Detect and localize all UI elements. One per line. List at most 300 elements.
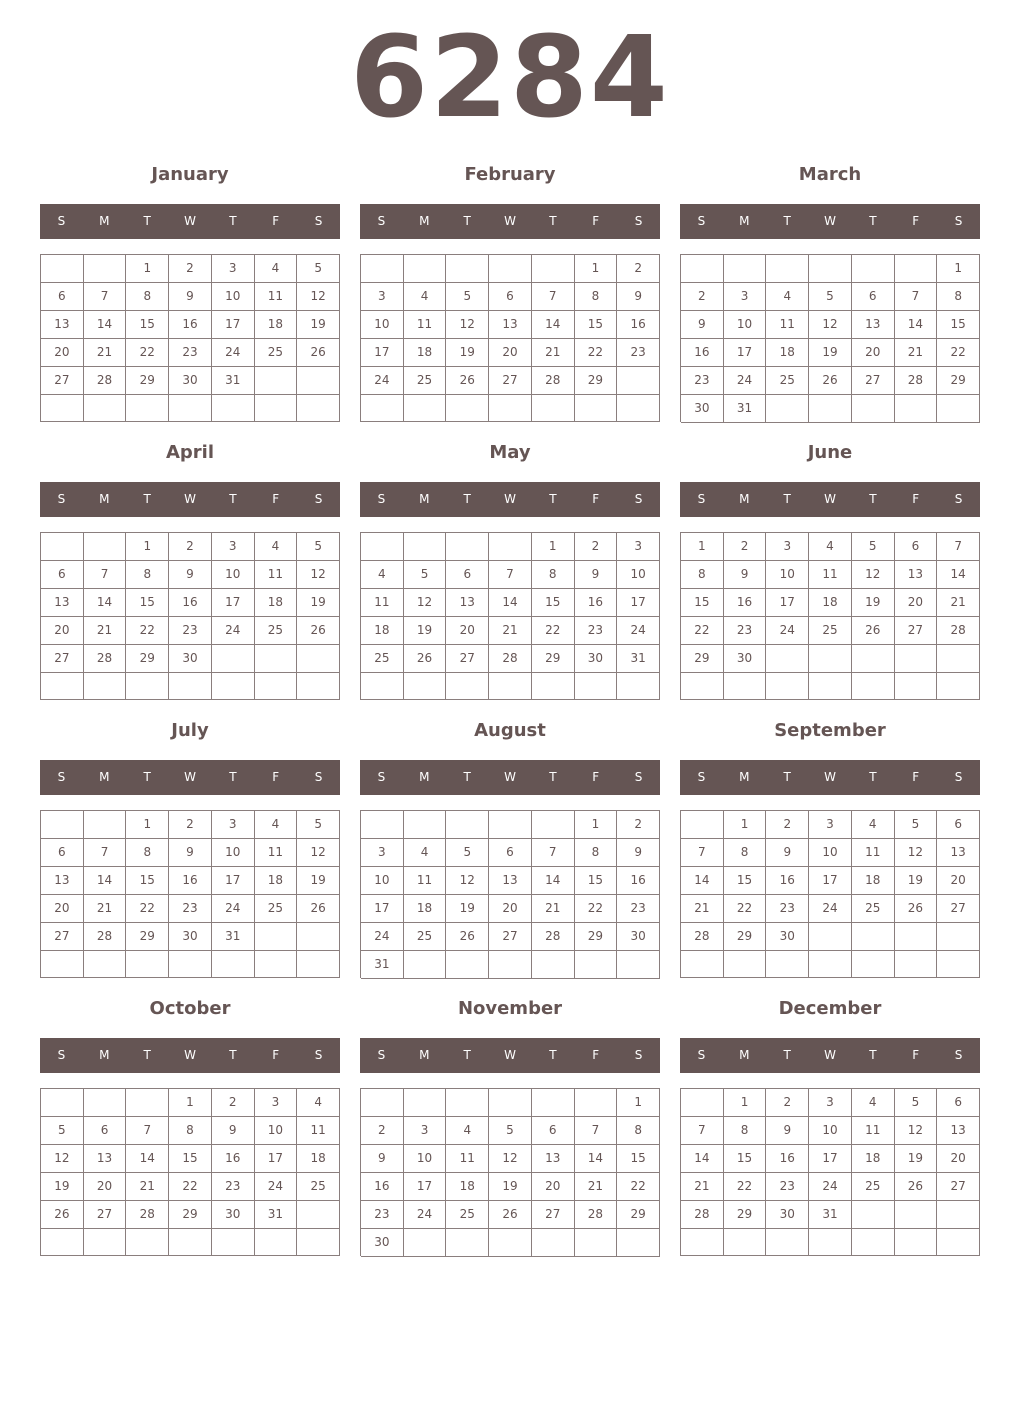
empty-day-cell [809,673,852,700]
day-cell: 20 [852,339,895,367]
weekday-label: S [57,492,66,506]
day-cell: 19 [489,1173,532,1201]
day-cell: 1 [617,1089,660,1117]
day-cell: 26 [895,895,938,923]
day-cell: 14 [575,1145,618,1173]
day-cell: 1 [681,533,724,561]
day-cell: 31 [809,1201,852,1229]
weekday-label: S [634,770,643,784]
day-cell: 24 [766,617,809,645]
empty-day-cell [617,1229,660,1257]
empty-day-cell [255,923,298,951]
empty-day-cell [489,811,532,839]
day-cell: 31 [724,395,767,423]
day-cell: 11 [297,1117,340,1145]
day-cell: 4 [809,533,852,561]
weekday-label: F [592,770,600,784]
day-cell: 25 [255,895,298,923]
weekday-label: T [229,214,237,228]
day-cell: 4 [361,561,404,589]
empty-day-cell [489,951,532,979]
day-cell: 12 [489,1145,532,1173]
empty-day-cell [766,255,809,283]
weekday-label: S [697,1048,706,1062]
day-cell: 2 [617,255,660,283]
day-cell: 8 [617,1117,660,1145]
weekday-label: T [869,770,877,784]
day-cell: 28 [532,923,575,951]
day-cell: 25 [361,645,404,673]
weekday-label: T [783,492,791,506]
empty-day-cell [852,395,895,423]
day-cell: 7 [84,561,127,589]
empty-day-cell [937,951,980,978]
day-cell: 23 [575,617,618,645]
day-cell: 20 [41,339,84,367]
day-cell: 31 [361,951,404,979]
day-cell: 13 [937,1117,980,1145]
weekday-header [40,204,340,239]
empty-day-cell [297,645,340,673]
day-cell: 14 [84,589,127,617]
day-cell: 3 [212,811,255,839]
day-grid [680,532,980,700]
day-cell: 3 [361,839,404,867]
weekday-label: W [504,770,516,784]
day-cell: 7 [575,1117,618,1145]
day-cell: 25 [297,1173,340,1201]
day-cell: 16 [681,339,724,367]
weekday-label: W [184,1048,196,1062]
weekday-label: M [419,770,430,784]
day-grid [360,532,660,700]
day-cell: 10 [617,561,660,589]
day-cell: 10 [361,867,404,895]
empty-day-cell [212,951,255,978]
day-cell: 5 [404,561,447,589]
day-cell: 24 [724,367,767,395]
weekday-label: T [783,770,791,784]
weekday-header [360,760,660,795]
day-cell: 22 [575,895,618,923]
day-cell: 13 [84,1145,127,1173]
day-cell: 18 [255,311,298,339]
day-cell: 23 [169,617,212,645]
day-cell: 12 [895,839,938,867]
day-cell: 13 [489,311,532,339]
day-cell: 2 [169,533,212,561]
day-cell: 9 [361,1145,404,1173]
empty-day-cell [895,923,938,951]
day-cell: 12 [809,311,852,339]
day-cell: 30 [575,645,618,673]
day-cell: 29 [937,367,980,395]
day-cell: 19 [446,895,489,923]
day-cell: 26 [41,1201,84,1229]
day-cell: 29 [724,923,767,951]
day-cell: 21 [126,1173,169,1201]
month-name: November [457,998,563,1019]
empty-day-cell [404,1229,447,1257]
day-cell: 27 [937,1173,980,1201]
day-cell: 29 [617,1201,660,1229]
empty-day-cell [489,255,532,283]
day-cell: 1 [937,255,980,283]
empty-day-cell [446,533,489,561]
day-cell: 29 [169,1201,212,1229]
day-cell: 11 [852,1117,895,1145]
day-cell: 29 [724,1201,767,1229]
weekday-label: W [184,492,196,506]
day-cell: 25 [404,367,447,395]
day-cell: 11 [809,561,852,589]
day-cell: 21 [681,895,724,923]
empty-day-cell [212,395,255,422]
empty-day-cell [681,1089,724,1117]
day-cell: 7 [895,283,938,311]
weekday-label: F [912,214,920,228]
day-cell: 22 [724,895,767,923]
empty-day-cell [532,255,575,283]
day-cell: 3 [617,533,660,561]
weekday-header [40,1038,340,1073]
day-cell: 26 [297,339,340,367]
day-cell: 12 [297,561,340,589]
day-cell: 22 [169,1173,212,1201]
day-cell: 12 [297,283,340,311]
day-cell: 3 [212,533,255,561]
month-name: July [171,720,209,741]
day-cell: 8 [532,561,575,589]
day-cell: 18 [255,589,298,617]
weekday-label: S [377,770,386,784]
empty-day-cell [617,367,660,395]
day-cell: 27 [532,1201,575,1229]
day-cell: 2 [575,533,618,561]
empty-day-cell [852,951,895,978]
weekday-label: T [143,1048,151,1062]
day-cell: 21 [575,1173,618,1201]
day-cell: 16 [617,867,660,895]
day-cell: 10 [212,283,255,311]
weekday-label: F [592,492,600,506]
day-cell: 21 [489,617,532,645]
day-cell: 3 [766,533,809,561]
day-cell: 3 [212,255,255,283]
day-cell: 17 [255,1145,298,1173]
weekday-label: T [463,214,471,228]
day-cell: 24 [809,1173,852,1201]
weekday-label: S [314,770,323,784]
day-cell: 1 [724,1089,767,1117]
empty-day-cell [126,951,169,978]
empty-day-cell [404,255,447,283]
weekday-label: T [463,1048,471,1062]
day-cell: 22 [724,1173,767,1201]
month-name: May [489,442,531,463]
day-cell: 9 [617,839,660,867]
weekday-label: M [99,770,110,784]
day-cell: 3 [404,1117,447,1145]
empty-day-cell [41,533,84,561]
day-grid [360,810,660,978]
day-cell: 19 [446,339,489,367]
day-cell: 1 [575,811,618,839]
day-cell: 11 [255,561,298,589]
day-cell: 19 [404,617,447,645]
day-cell: 4 [255,811,298,839]
day-cell: 13 [937,839,980,867]
day-cell: 2 [169,255,212,283]
empty-day-cell [297,395,340,422]
day-cell: 27 [446,645,489,673]
empty-day-cell [681,951,724,978]
day-cell: 29 [126,923,169,951]
day-cell: 24 [809,895,852,923]
day-grid [40,810,340,978]
weekday-header [680,1038,980,1073]
empty-day-cell [489,1229,532,1257]
day-grid [680,254,980,422]
day-cell: 8 [724,839,767,867]
day-cell: 12 [41,1145,84,1173]
empty-day-cell [937,395,980,423]
day-cell: 7 [532,283,575,311]
empty-day-cell [404,533,447,561]
empty-day-cell [895,1229,938,1256]
day-cell: 9 [617,283,660,311]
weekday-label: T [549,770,557,784]
empty-day-cell [532,395,575,422]
weekday-label: T [869,1048,877,1062]
day-cell: 18 [255,867,298,895]
day-cell: 20 [532,1173,575,1201]
day-cell: 30 [617,923,660,951]
empty-day-cell [84,533,127,561]
day-cell: 1 [532,533,575,561]
day-cell: 5 [297,533,340,561]
day-cell: 26 [446,367,489,395]
weekday-label: T [143,770,151,784]
empty-day-cell [617,673,660,700]
day-cell: 12 [297,839,340,867]
day-cell: 17 [766,589,809,617]
day-cell: 25 [809,617,852,645]
weekday-label: S [314,214,323,228]
day-cell: 23 [724,617,767,645]
day-cell: 16 [169,589,212,617]
day-cell: 14 [84,311,127,339]
empty-day-cell [724,673,767,700]
day-cell: 23 [617,339,660,367]
day-cell: 5 [297,811,340,839]
day-cell: 20 [937,867,980,895]
weekday-label: W [824,770,836,784]
empty-day-cell [532,1229,575,1257]
day-cell: 22 [617,1173,660,1201]
day-cell: 14 [681,867,724,895]
day-cell: 15 [126,867,169,895]
day-cell: 13 [41,867,84,895]
empty-day-cell [404,395,447,422]
day-cell: 1 [169,1089,212,1117]
month-name: December [778,998,882,1019]
weekday-label: F [272,1048,280,1062]
empty-day-cell [532,951,575,979]
day-cell: 11 [766,311,809,339]
day-cell: 6 [446,561,489,589]
day-cell: 9 [169,839,212,867]
day-cell: 15 [126,589,169,617]
day-cell: 4 [404,839,447,867]
day-cell: 2 [212,1089,255,1117]
day-cell: 21 [532,895,575,923]
empty-day-cell [297,951,340,978]
day-cell: 12 [404,589,447,617]
empty-day-cell [895,1201,938,1229]
empty-day-cell [681,255,724,283]
day-cell: 6 [937,1089,980,1117]
weekday-header [40,482,340,517]
empty-day-cell [809,395,852,423]
empty-day-cell [489,1089,532,1117]
empty-day-cell [446,1229,489,1257]
day-cell: 14 [126,1145,169,1173]
day-cell: 23 [681,367,724,395]
day-cell: 9 [169,283,212,311]
weekday-label: S [377,492,386,506]
day-cell: 16 [169,867,212,895]
empty-day-cell [41,673,84,700]
day-cell: 18 [297,1145,340,1173]
empty-day-cell [84,1089,127,1117]
day-cell: 27 [489,923,532,951]
day-cell: 26 [809,367,852,395]
day-cell: 14 [532,867,575,895]
weekday-label: S [954,214,963,228]
day-cell: 29 [681,645,724,673]
weekday-label: T [869,492,877,506]
empty-day-cell [809,1229,852,1256]
empty-day-cell [766,395,809,423]
weekday-label: F [272,214,280,228]
day-cell: 27 [489,367,532,395]
day-cell: 13 [41,311,84,339]
day-cell: 13 [41,589,84,617]
empty-day-cell [852,1201,895,1229]
day-cell: 27 [895,617,938,645]
day-cell: 13 [489,867,532,895]
day-cell: 8 [575,839,618,867]
day-cell: 1 [724,811,767,839]
weekday-header [680,482,980,517]
day-cell: 5 [895,811,938,839]
day-cell: 10 [212,561,255,589]
day-cell: 10 [404,1145,447,1173]
weekday-label: T [783,214,791,228]
day-cell: 16 [766,1145,809,1173]
day-cell: 29 [126,645,169,673]
empty-day-cell [212,1229,255,1256]
weekday-label: W [504,492,516,506]
empty-day-cell [255,367,298,395]
day-cell: 29 [575,367,618,395]
day-cell: 12 [895,1117,938,1145]
weekday-label: S [314,1048,323,1062]
day-cell: 5 [446,839,489,867]
day-cell: 8 [681,561,724,589]
empty-day-cell [681,811,724,839]
day-cell: 24 [361,923,404,951]
empty-day-cell [169,673,212,700]
weekday-label: S [57,214,66,228]
day-cell: 28 [84,645,127,673]
day-grid [40,532,340,700]
empty-day-cell [937,1201,980,1229]
day-cell: 17 [617,589,660,617]
day-cell: 16 [724,589,767,617]
weekday-label: F [912,1048,920,1062]
day-cell: 23 [212,1173,255,1201]
empty-day-cell [126,395,169,422]
weekday-label: S [634,492,643,506]
day-cell: 1 [126,255,169,283]
day-cell: 12 [446,311,489,339]
day-cell: 28 [532,367,575,395]
day-cell: 5 [809,283,852,311]
empty-day-cell [766,673,809,700]
empty-day-cell [895,951,938,978]
day-cell: 28 [84,367,127,395]
day-cell: 30 [681,395,724,423]
day-cell: 7 [84,283,127,311]
day-cell: 10 [212,839,255,867]
day-cell: 31 [212,367,255,395]
day-cell: 21 [84,895,127,923]
day-cell: 6 [937,811,980,839]
day-cell: 5 [297,255,340,283]
day-cell: 13 [895,561,938,589]
empty-day-cell [937,1229,980,1256]
day-cell: 26 [489,1201,532,1229]
weekday-label: S [377,1048,386,1062]
day-grid [40,254,340,422]
day-cell: 11 [255,283,298,311]
day-cell: 20 [489,339,532,367]
empty-day-cell [895,673,938,700]
day-cell: 17 [724,339,767,367]
empty-day-cell [126,1089,169,1117]
empty-day-cell [404,951,447,979]
day-cell: 31 [255,1201,298,1229]
empty-day-cell [126,673,169,700]
day-cell: 3 [809,1089,852,1117]
weekday-label: F [592,214,600,228]
empty-day-cell [297,923,340,951]
weekday-label: S [697,492,706,506]
weekday-label: T [229,1048,237,1062]
empty-day-cell [84,951,127,978]
weekday-label: M [739,1048,750,1062]
day-cell: 2 [169,811,212,839]
day-grid [680,1088,980,1256]
empty-day-cell [532,811,575,839]
empty-day-cell [852,255,895,283]
day-cell: 8 [126,561,169,589]
day-cell: 15 [937,311,980,339]
day-cell: 15 [169,1145,212,1173]
day-cell: 27 [41,367,84,395]
